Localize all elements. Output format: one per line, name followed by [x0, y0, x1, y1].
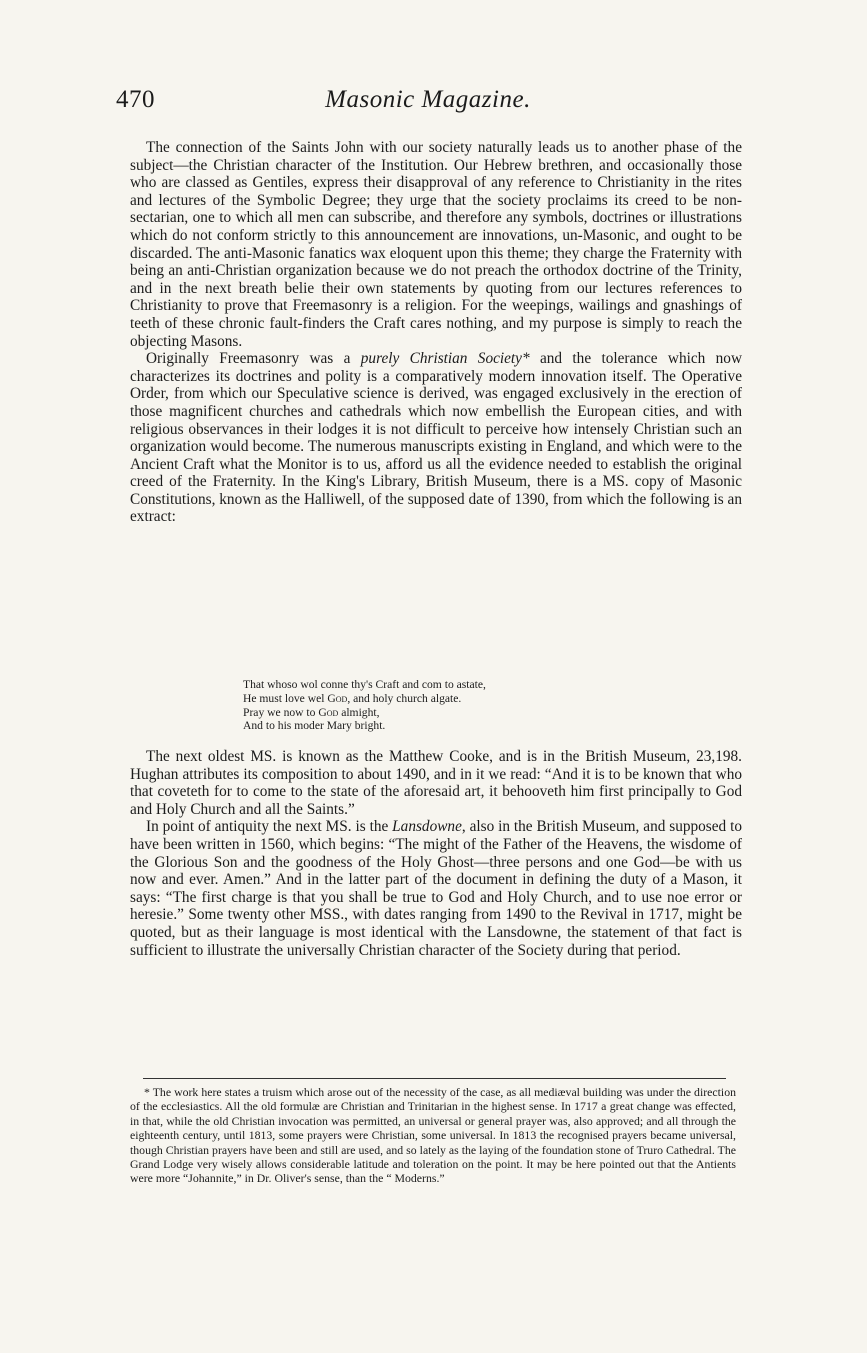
- footnote-text: * The work here states a truism which arose out of the necessity of the case, as all mediæval building was under the direction of the ecclesiastics. All the old formulæ are Christian and Trinitarian in the highest sense. In 1717 a great change was effected, in that, while the old Christian invocation was permitted, an universal or general prayer was, also approved; and all through the eighteenth century, until 1813, some prayers were Christian, some universal. In 1813 the recognised prayers became universal, though Christian prayers have been and still are used, and so lately as the laying of the foundation stone of Truro Cathedral. The Grand Lodge very wisely allows considerable latitude and toleration on the point. It may be here pointed out that the Antients were more “Johannite,” in Dr. Oliver's sense, than the “ Moderns.”: [130, 1085, 736, 1186]
- verse-line-2-god: God: [327, 691, 348, 705]
- paragraph-text-start: Originally Freemasonry was a: [146, 350, 361, 368]
- paragraph-saints-john: The connection of the Saints John with our society naturally leads us to another phase of the subject—the Christian character of the Institution. Our Hebrew brethren, and occasionally those who are classed as Gentiles, express their disapproval of any reference to Christianity in the rites and lectures of the Symbolic Degree; they urge that the society proclaims its creed to be non-sectarian, one to which all men can subscribe, and therefore any symbols, doctrines or illustrations which do not conform strictly to this announcement are innovations, un-Masonic, and ought to be discarded. The anti-Masonic fanatics wax eloquent upon this theme; they charge the Fraternity with being an anti-Christian organization because we do not preach the orthodox doctrine of the Trinity, and in the next breath belie their own statements by quoting from our lectures references to Christianity to prove that Freemasonry is a religion. For the weepings, wailings and gnashings of teeth of these chronic fault-finders the Craft cares nothing, and my purpose is simply to reach the objecting Masons.: [130, 139, 742, 350]
- paragraph-text-rest: and the tolerance which now characterizes its doctrines and polity is a comparatively modern innovation itself. The Operative Order, from which our Speculative science is derived, was engaged exclusively in the erection of those magnificent churches and cathedrals which now embellish the European cities, and with religious observances in their lodges it is not difficult to perceive how intensely Christian such an organization would become. The numerous manuscripts existing in England, and which were to the Ancient Craft what the Monitor is to us, afford us all the evidence needed to establish the original creed of the Fraternity. In the King's Library, British Museum, there is a MS. copy of Masonic Constitutions, known as the Halliwell, of the supposed date of 1390, from which the following is an extract:: [130, 350, 742, 526]
- footnote: [130, 1085, 736, 1186]
- page-header: [116, 80, 740, 120]
- running-title: Masonic Magazine.: [325, 86, 531, 113]
- verse-line-1: That whoso wol conne thy's Craft and com to astate,: [243, 678, 486, 691]
- verse-line-3-end: almight,: [338, 705, 380, 719]
- halliwell-verse-extract: [243, 678, 486, 733]
- paragraph-lansdowne-start: In point of antiquity the next MS. is the: [146, 818, 393, 836]
- article-body-upper: [130, 139, 742, 526]
- emphasis-purely-christian-society: purely Christian Society*: [360, 350, 530, 368]
- paragraph-matthew-cooke: The next oldest MS. is known as the Matthew Cooke, and is in the British Museum, 23,198. Hughan attributes its composition to about 1490, and in it we read: “And it is to be known that who that coveteth for to come to the state of the aforesaid art, it behooveth him first principally to God and Holy Church and all the Saints.”: [130, 748, 742, 818]
- verse-line-3: [243, 706, 486, 720]
- footnote-divider: [143, 1078, 726, 1079]
- paragraph-lansdowne: [130, 818, 742, 959]
- verse-line-3-god: God: [318, 705, 339, 719]
- article-body-lower: [130, 748, 742, 959]
- verse-line-4: And to his moder Mary bright.: [243, 719, 386, 733]
- paragraph-lansdowne-rest: , also in the British Museum, and supposed to have been written in 1560, which begins: “The might of the Father of the Heavens, the wisdome of the Glorious Son and the goodness of the Holy Ghost—three persons and one God—be with us now and ever. Amen.” And in the latter part of the document in defining the duty of a Mason, it says: “The first charge is that you shall be true to God and Holy Church, and to use noe error or heresie.” Some twenty other MSS., with dates ranging from 1490 to the Revival in 1717, might be quoted, but as their language is most identical with the Lansdowne, the statement of that fact is sufficient to illustrate the universally Christian character of the Society during that period.: [130, 818, 742, 959]
- verse-line-3-start: Pray we now to: [243, 705, 319, 719]
- emphasis-lansdowne: Lansdowne: [392, 818, 462, 836]
- paragraph-originally-christian: [130, 350, 742, 526]
- verse-line-2-start: He must love wel: [243, 691, 328, 705]
- verse-line-2-end: , and holy church algate.: [347, 691, 462, 705]
- page-number: 470: [116, 86, 155, 113]
- verse-line-2: [243, 692, 486, 706]
